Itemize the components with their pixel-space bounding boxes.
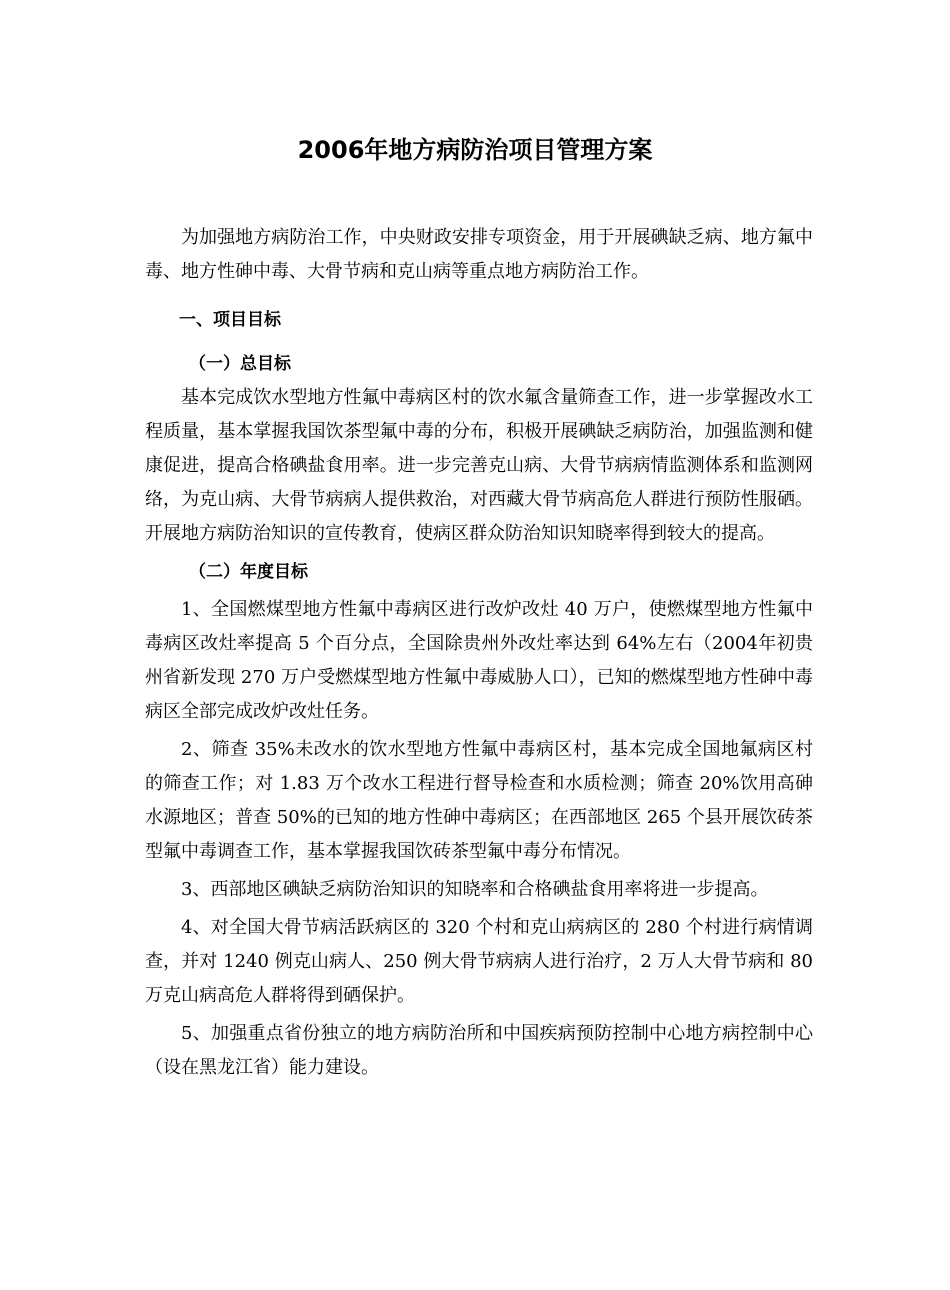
annual-goal-item-3: 3、西部地区碘缺乏病防治知识的知晓率和合格碘盐食用率将进一步提高。: [181, 879, 769, 900]
annual-goal-item-2: 2、筛查 35%未改水的饮水型地方性氟中毒病区村，基本完成全国地氟病区村的筛查工作；对 1.83 万个改水工程进行督导检查和水质检测；筛查 20%饮用高砷水源地区；普查 50%的已知的地方性砷中毒病区；在西部地区 265 个县开展饮砖茶型氟中毒调查工作，基本掌握我国饮砖茶型氟中毒分布情况。: [145, 739, 813, 862]
annual-goal-item-4: 4、对全国大骨节病活跃病区的 320 个村和克山病病区的 280 个村进行病情调查，并对 1240 例克山病人、250 例大骨节病病人进行治疗，2 万人大骨节病和 80 万克山病高危人群将得到硒保护。: [145, 917, 813, 1006]
section-heading-objectives: 一、项目目标: [179, 310, 281, 330]
intro-paragraph: 为加强地方病防治工作，中央财政安排专项资金，用于开展碘缺乏病、地方氟中毒、地方性砷中毒、大骨节病和克山病等重点地方病防治工作。: [145, 227, 813, 282]
annual-goal-item-5: 5、加强重点省份独立的地方病防治所和中国疾病预防控制中心地方病控制中心（设在黑龙江省）能力建设。: [145, 1023, 813, 1078]
document-title: 2006年地方病防治项目管理方案: [297, 136, 653, 164]
annual-goal-item-1: 1、全国燃煤型地方性氟中毒病区进行改炉改灶 40 万户，使燃煤型地方性氟中毒病区改灶率提高 5 个百分点，全国除贵州外改灶率达到 64%左右（2004年初贵州省新发现 270 万户受燃煤型地方性氟中毒威胁人口），已知的燃煤型地方性砷中毒病区全部完成改炉改灶任务。: [145, 599, 813, 722]
subsection-heading-annual-goal: （二）年度目标: [189, 562, 308, 582]
overall-goal-paragraph: 基本完成饮水型地方性氟中毒病区村的饮水氟含量筛查工作，进一步掌握改水工程质量，基本掌握我国饮茶型氟中毒的分布，积极开展碘缺乏病防治，加强监测和健康促进，提高合格碘盐食用率。进一步完善克山病、大骨节病病情监测体系和监测网络，为克山病、大骨节病病人提供救治，对西藏大骨节病高危人群进行预防性服硒。开展地方病防治知识的宣传教育，使病区群众防治知识知晓率得到较大的提高。: [145, 387, 813, 544]
document-body: [145, 221, 813, 1085]
subsection-heading-overall-goal: （一）总目标: [189, 354, 291, 374]
